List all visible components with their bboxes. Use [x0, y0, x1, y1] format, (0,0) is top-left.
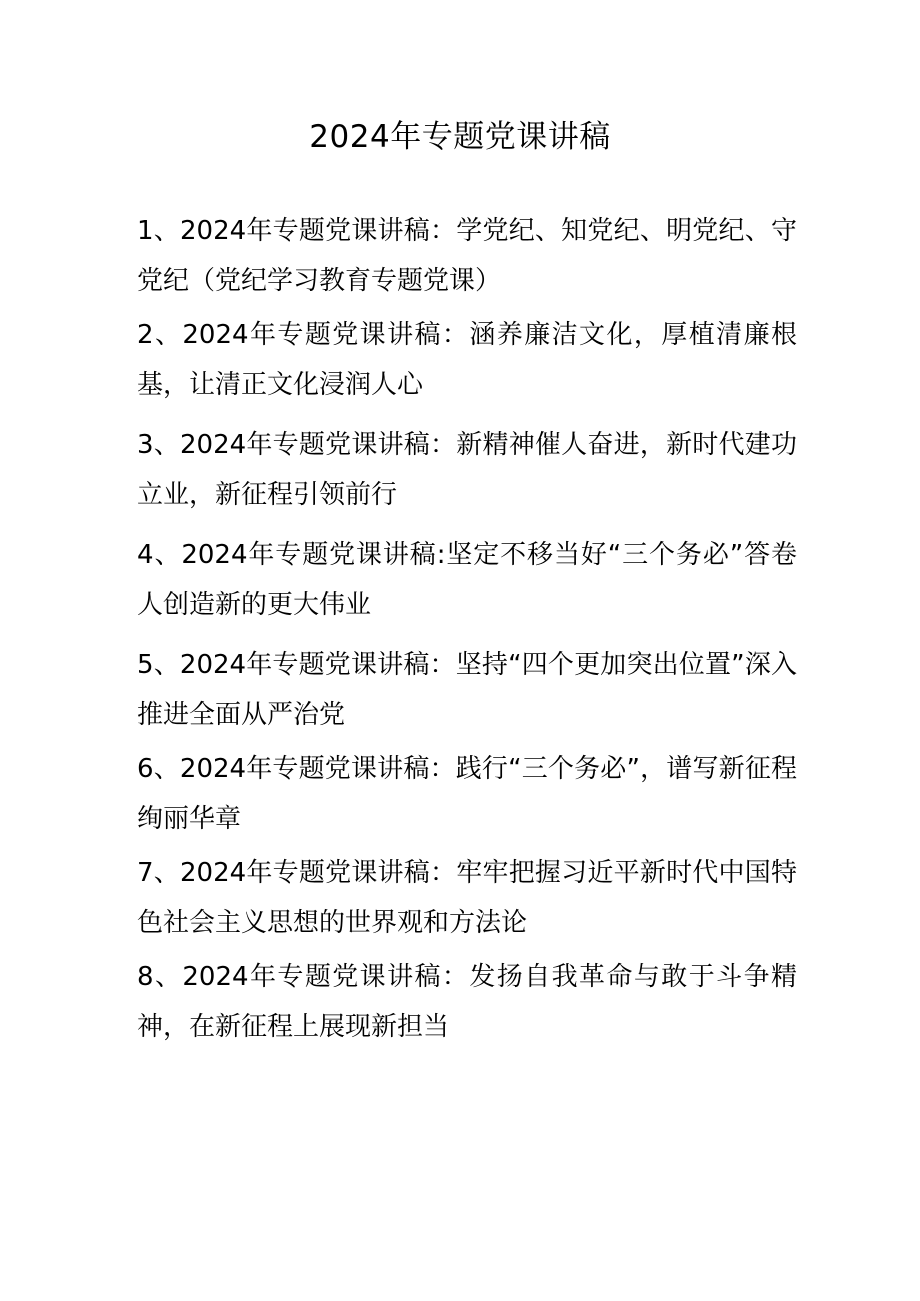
document-title: 2024年专题党课讲稿: [309, 119, 611, 155]
toc-list: [137, 206, 797, 1056]
toc-item-4: 4、2024年专题党课讲稿:坚定不移当好“三个务必”答卷人创造新的更大伟业: [137, 540, 797, 620]
toc-item-2: 2、2024年专题党课讲稿：涵养廉洁文化，厚植清廉根基，让清正文化浸润人心: [137, 320, 797, 400]
toc-item-6: 6、2024年专题党课讲稿：践行“三个务必”，谱写新征程绚丽华章: [137, 754, 797, 834]
toc-item-8: 8、2024年专题党课讲稿：发扬自我革命与敢于斗争精神，在新征程上展现新担当: [137, 962, 797, 1042]
toc-item-7: 7、2024年专题党课讲稿：牢牢把握习近平新时代中国特色社会主义思想的世界观和方法论: [137, 858, 797, 938]
toc-item-3: 3、2024年专题党课讲稿：新精神催人奋进，新时代建功立业，新征程引领前行: [137, 430, 797, 510]
toc-item-5: 5、2024年专题党课讲稿：坚持“四个更加突出位置”深入推进全面从严治党: [137, 650, 797, 730]
toc-item-1: 1、2024年专题党课讲稿：学党纪、知党纪、明党纪、守党纪（党纪学习教育专题党课）: [137, 216, 797, 296]
